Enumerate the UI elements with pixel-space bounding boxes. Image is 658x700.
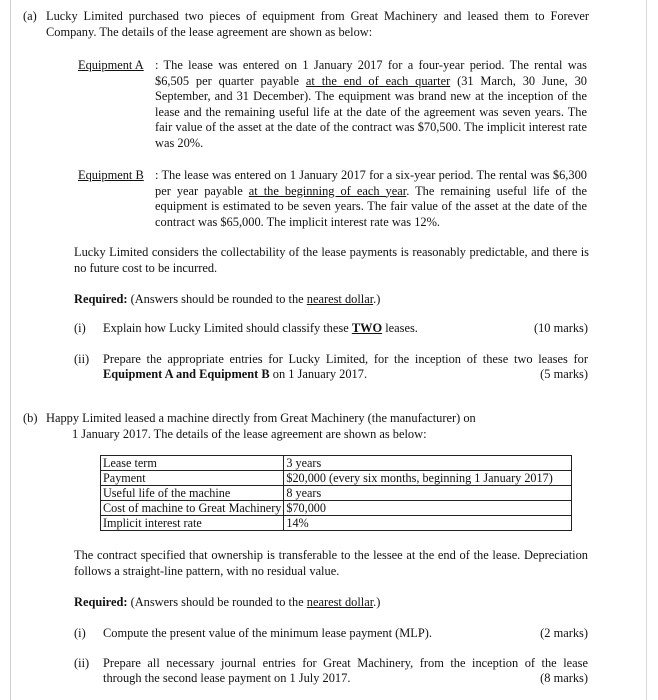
part-b-required <box>74 595 380 611</box>
equipment-a-text-2: (31 March, 30 June, 30 September, and 31 December). The equipment was brand new at the inception of the lease and the remaining useful life at the date of the agreement was seven years. The fair value of the asset at the date of the contract was $70,500. The implicit interest rate was 20%. <box>155 73 587 150</box>
table-cell-value: 3 years <box>284 456 572 471</box>
part-a-q2-bold: Equipment A and Equipment B <box>103 367 270 381</box>
part-a-intro-text: Lucky Limited purchased two pieces of equipment from Great Machinery and leased them to Forever Company. The details of the lease agreement are shown as below: <box>46 9 589 39</box>
part-b-q2-line-1: Prepare all necessary journal entries for Great Machinery, from the inception of the lease <box>103 656 588 670</box>
lease-details-table <box>100 455 572 531</box>
lease-details-table-wrapper <box>100 455 572 531</box>
part-b-intro <box>46 411 586 442</box>
table-row <box>101 471 572 486</box>
table-cell-value: $20,000 (every six months, beginning 1 January 2017) <box>284 471 572 486</box>
part-a-required-end: .) <box>373 292 381 306</box>
equipment-b-label <box>78 168 144 184</box>
table-cell-value: $70,000 <box>284 501 572 516</box>
contract-paragraph <box>74 548 588 579</box>
table-cell-value: 14% <box>284 516 572 531</box>
table-cell-label: Payment <box>101 471 284 486</box>
part-a-intro <box>46 9 589 40</box>
table-row <box>101 501 572 516</box>
part-a-q2-number: (ii) <box>74 352 90 366</box>
table-row <box>101 516 572 531</box>
part-b-required-underlined: nearest dollar <box>306 595 374 609</box>
table-row <box>101 486 572 501</box>
page-border-left <box>10 0 11 700</box>
equipment-b-text-2: . The remaining useful life of the equipment is estimated to be seven years. The fair value of the asset at the date of the contract was $65,000. The implicit interest rate was 12%. <box>155 183 587 229</box>
part-b-required-end: .) <box>373 595 381 609</box>
table-cell-label: Implicit interest rate <box>101 516 284 531</box>
part-a-q1-marks: (10 marks) <box>533 321 588 335</box>
part-b-intro-line-2: 1 January 2017. The details of the lease agreement are shown as below: <box>72 426 427 441</box>
part-a-q2-line-1: Prepare the appropriate entries for Lucky Limited, for the inception of these two leases for <box>103 352 588 366</box>
part-a-required-underlined: nearest dollar <box>306 292 374 306</box>
part-b-q1-marks: (2 marks) <box>540 626 588 640</box>
part-b-q1-number: (i) <box>74 626 86 640</box>
part-a-required-label: Required: <box>74 292 128 306</box>
part-a-q1-bold: TWO <box>351 321 383 335</box>
part-b-q2-number: (ii) <box>74 656 90 670</box>
part-a-q2-marks: (5 marks) <box>540 367 588 381</box>
part-a-required-text: (Answers should be rounded to the <box>127 292 307 306</box>
equipment-b-text <box>155 168 587 230</box>
part-a-q2-text-2: on 1 January 2017. <box>269 367 368 381</box>
table-row <box>101 456 572 471</box>
table-cell-label: Cost of machine to Great Machinery <box>101 501 284 516</box>
equipment-b-text-1: : The lease was entered on 1 January 2017 for a six-year period. The rental was $6,300 per year payable <box>155 168 587 198</box>
table-cell-label: Useful life of the machine <box>101 486 284 501</box>
part-b-intro-line-1: Happy Limited leased a machine directly from Great Machinery (the manufacturer) on <box>46 411 476 425</box>
equipment-a-underlined: at the end of each quarter <box>305 73 451 88</box>
equipment-b-label-text: Equipment B <box>78 168 144 182</box>
equipment-a-label-text: Equipment A <box>78 58 144 72</box>
contract-text: The contract specified that ownership is transferable to the lessee at the end of the lease. Depreciation follows a straight-line pattern, with no residual value. <box>74 548 588 578</box>
part-a-q2-line-2 <box>103 367 367 383</box>
part-b-question-1 <box>74 626 588 642</box>
part-b-question-2 <box>74 656 588 688</box>
part-a-question-1 <box>74 321 588 337</box>
collectability-text: Lucky Limited considers the collectability of the lease payments is reasonably predictable, and there is no future cost to be incurred. <box>74 245 589 275</box>
part-b-q1-text: Compute the present value of the minimum lease payment (MLP). <box>103 626 432 640</box>
part-a-question-2 <box>74 352 588 384</box>
part-b-label: (b) <box>23 411 38 425</box>
part-a-label: (a) <box>23 9 37 23</box>
equipment-a-text-1: : The lease was entered on 1 January 2017 for a four-year period. The rental was $6,505 per quarter payable <box>155 58 587 88</box>
part-a-required <box>74 292 380 308</box>
table-cell-value: 8 years <box>284 486 572 501</box>
collectability-paragraph <box>74 245 589 276</box>
part-a-q1-text-2: leases. <box>382 321 418 335</box>
part-a-q1-text <box>103 321 418 337</box>
equipment-a-text <box>155 58 587 151</box>
equipment-b-underlined: at the beginning of each year <box>248 183 407 198</box>
table-cell-label: Lease term <box>101 456 284 471</box>
page-border-right <box>646 0 647 700</box>
part-b-required-text: (Answers should be rounded to the <box>127 595 307 609</box>
part-a-q1-number: (i) <box>74 321 86 335</box>
part-b-required-label: Required: <box>74 595 128 609</box>
part-b-q2-marks: (8 marks) <box>540 671 588 685</box>
equipment-a-label <box>78 58 144 74</box>
part-b-q2-line-2: through the second lease payment on 1 July 2017. <box>103 671 351 685</box>
part-a-q1-text-1: Explain how Lucky Limited should classify these <box>103 321 352 335</box>
